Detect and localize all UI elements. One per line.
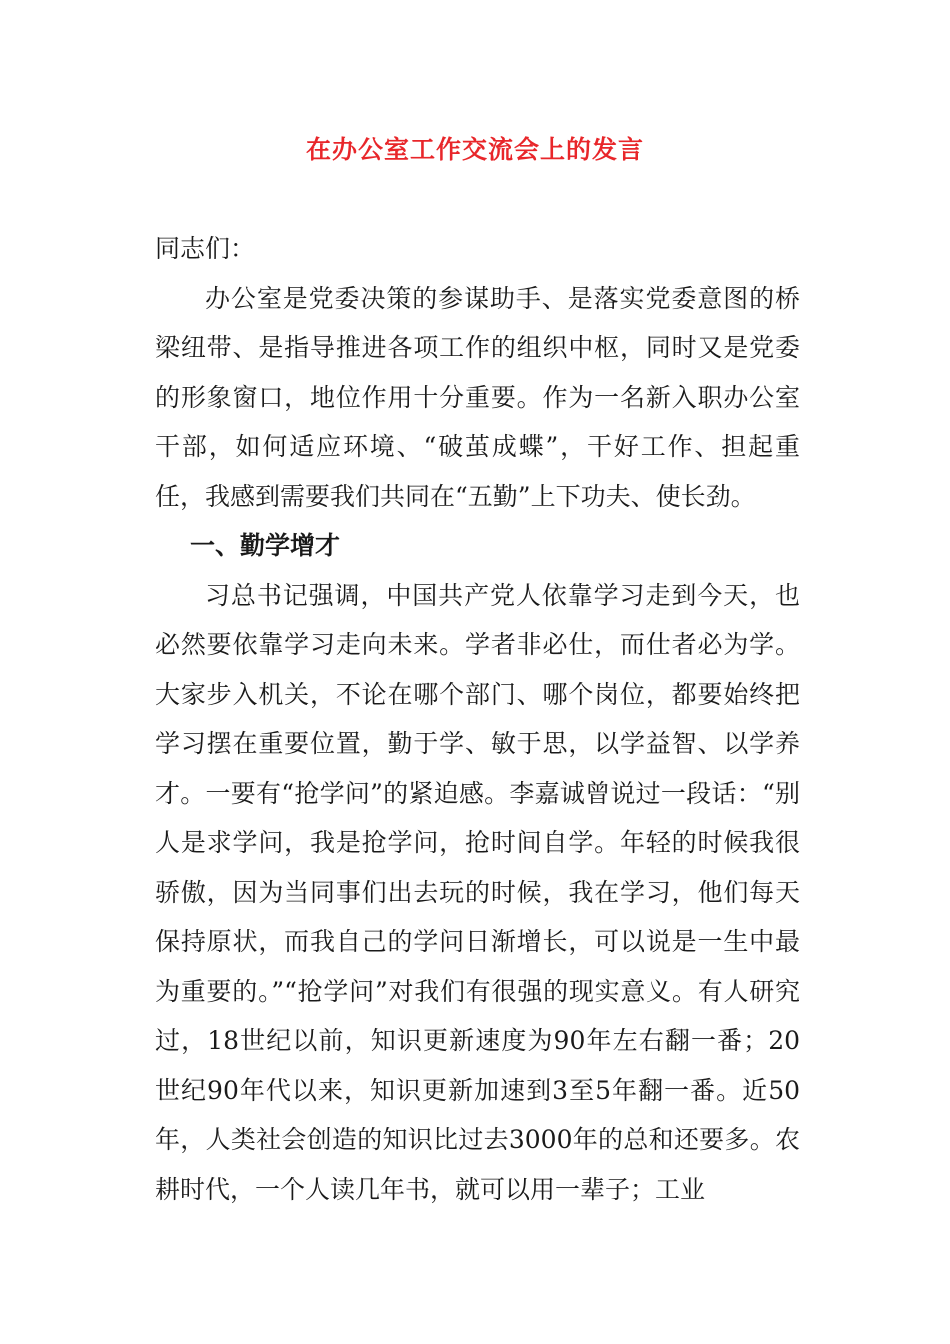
document-body bbox=[155, 224, 800, 1214]
section-paragraph: 习总书记强调，中国共产党人依靠学习走到今天，也必然要依靠学习走向未来。学者非必仕，而仕者必为学。大家步入机关，不论在哪个部门、哪个岗位，都要始终把学习摆在重要位置，勤于学、敏于思，以学益智、以学养才。一要有“抢学问”的紧迫感。李嘉诚曾说过一段话：“别人是求学问，我是抢学问，抢时间自学。年轻的时候我很骄傲，因为当同事们出去玩的时候，我在学习，他们每天保持原状，而我自己的学问日渐增长，可以说是一生中最为重要的。”“抢学问”对我们有很强的现实意义。有人研究过，18世纪以前，知识更新速度为90年左右翻一番；20世纪90年代以来，知识更新加速到3至5年翻一番。近50年，人类社会创造的知识比过去3000年的总和还要多。农耕时代，一个人读几年书，就可以用一辈子；工业 bbox=[155, 580, 800, 1204]
document-title: 在办公室工作交流会上的发言 bbox=[305, 135, 644, 164]
intro-paragraph: 办公室是党委决策的参谋助手、是落实党委意图的桥梁纽带、是指导推进各项工作的组织中枢，同时又是党委的形象窗口，地位作用十分重要。作为一名新入职办公室干部，如何适应环境、“破茧成蝶”，干好工作、担起重任，我感到需要我们共同在“五勤”上下功夫、使长劲。 bbox=[155, 283, 800, 511]
salutation: 同志们： bbox=[155, 234, 256, 263]
section-heading: 一、勤学增才 bbox=[190, 531, 341, 560]
